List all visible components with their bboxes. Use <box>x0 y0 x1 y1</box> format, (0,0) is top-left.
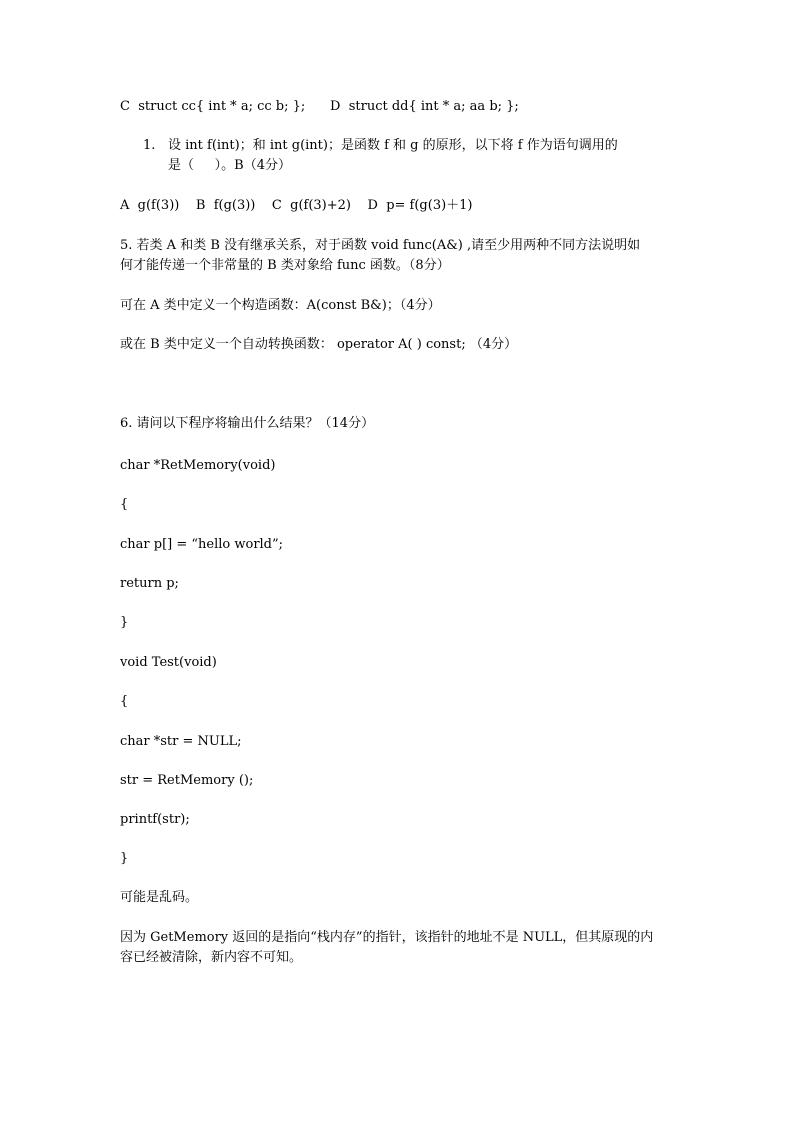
code-line: } <box>120 615 129 630</box>
answer6-line1: 可能是乱码。 <box>120 890 199 905</box>
code-line: printf(str); <box>120 812 190 827</box>
code-line: void Test(void) <box>120 655 217 670</box>
answer6-line3: 容已经被清除，新内容不可知。 <box>120 950 303 965</box>
code-line: char p[] = “hello world”; <box>120 537 284 552</box>
option-c-d-line: C struct cc{ int * a; cc b; }; D struct dd{ int * a; aa b; }; <box>120 99 519 114</box>
code-line: char *str = NULL; <box>120 734 242 749</box>
question6-title: 6. 请问以下程序将输出什么结果？（14分） <box>120 416 375 431</box>
code-line: str = RetMemory (); <box>120 773 254 788</box>
question5-line1: 5. 若类 A 和类 B 没有继承关系，对于函数 void func(A&) ,请至少用两种不同方法说明如 <box>120 238 641 253</box>
code-line: } <box>120 851 129 866</box>
code-line: return p; <box>120 576 179 591</box>
code-line: { <box>120 497 129 512</box>
code-line: { <box>120 694 129 709</box>
question-text-line1: 设 int f(int)；和 int g(int)；是函数 f 和 g 的原形，以下将 f 作为语句调用的 <box>168 138 618 153</box>
options-line: A g(f(3)) B f(g(3)) C g(f(3)+2) D p= f(g(3)＋1) <box>120 198 473 213</box>
question-text-line2: 是（ ）。B（4分） <box>168 158 291 173</box>
question5-line2: 何才能传递一个非常量的 B 类对象给 func 函数。（8分） <box>120 258 450 273</box>
answer6-line2: 因为 GetMemory 返回的是指向“栈内存”的指针，该指针的地址不是 NULL，但其原现的内 <box>120 930 654 945</box>
code-line: char *RetMemory(void) <box>120 458 276 473</box>
answer5-line1: 可在 A 类中定义一个构造函数：A(const B&)；（4分） <box>120 298 441 313</box>
answer5-line2: 或在 B 类中定义一个自动转换函数： operator A( ) const; （4分） <box>120 337 518 352</box>
question-number: 1. <box>143 138 156 153</box>
